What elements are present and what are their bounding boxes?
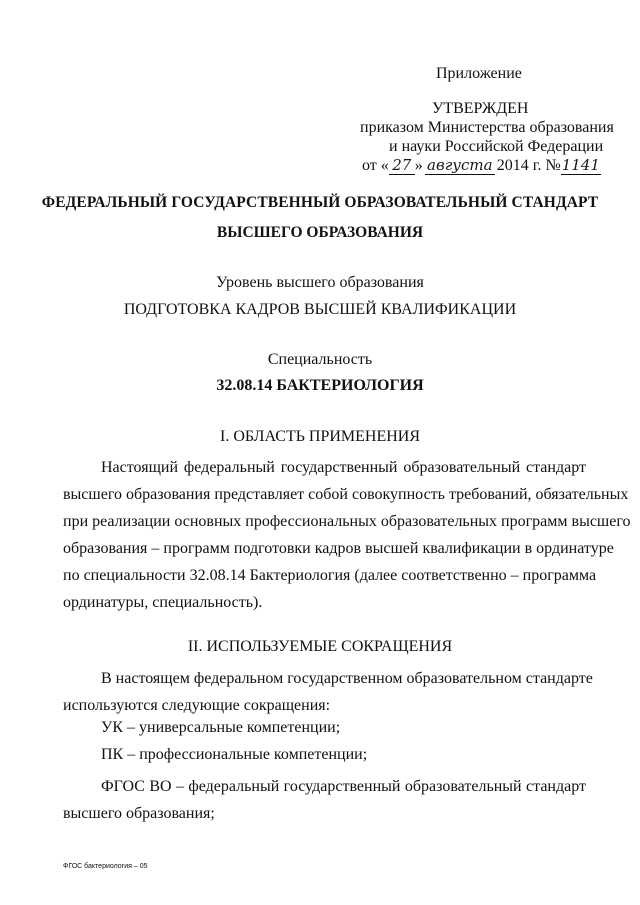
appendix-label: Приложение xyxy=(436,65,522,82)
date-month-handwritten: августа xyxy=(425,157,495,175)
document-title-line-2: ВЫСШЕГО ОБРАЗОВАНИЯ xyxy=(216,224,424,241)
paragraph-line: используются следующие сокращения: xyxy=(63,697,331,714)
section-1-paragraph xyxy=(63,454,631,616)
section-1-heading: I. ОБЛАСТЬ ПРИМЕНЕНИЯ xyxy=(219,428,421,445)
date-year: 2014 г. № xyxy=(496,157,561,174)
abbreviation-item-uk: УК – универсальные компетенции; xyxy=(101,719,341,736)
section-2-heading: II. ИСПОЛЬЗУЕМЫЕ СОКРАЩЕНИЯ xyxy=(187,638,453,655)
paragraph-line: при реализации основных профессиональных образовательных программ высшего xyxy=(63,513,631,530)
paragraph-line: Настоящий федеральный государственный образовательный стандарт xyxy=(101,459,586,476)
paragraph-line: высшего образования представляет собой совокупность требований, обязательных xyxy=(63,486,629,503)
order-date-line xyxy=(362,156,601,175)
page-footer: ФГОС бактериология – 05 xyxy=(63,863,148,870)
document-title-line-1: ФЕДЕРАЛЬНЫЙ ГОСУДАРСТВЕННЫЙ ОБРАЗОВАТЕЛЬНЫЙ СТАНДАРТ xyxy=(41,194,599,211)
abbreviation-item-fgos xyxy=(63,773,586,827)
approved-label: УТВЕРЖДЕН xyxy=(432,100,529,117)
order-line-1: приказом Министерства образования xyxy=(360,119,614,136)
paragraph-line: высшего образования; xyxy=(63,805,215,822)
specialty-label: Специальность xyxy=(267,351,373,368)
abbreviation-item-pk: ПК – профессиональные компетенции; xyxy=(101,746,368,763)
education-level-label: Уровень высшего образования xyxy=(216,274,424,291)
education-level-value: ПОДГОТОВКА КАДРОВ ВЫСШЕЙ КВАЛИФИКАЦИИ xyxy=(123,301,517,318)
date-prefix: от « xyxy=(362,157,389,174)
order-number-handwritten: 1141 xyxy=(561,156,600,174)
paragraph-line: образования – программ подготовки кадров высшей квалификации в ординатуре xyxy=(63,540,614,557)
paragraph-line: по специальности 32.08.14 Бактериология (далее соответственно – программа xyxy=(63,567,597,584)
section-2-intro xyxy=(63,665,593,719)
date-day-handwritten: 27 xyxy=(389,157,415,175)
date-mid: » xyxy=(414,157,423,174)
specialty-value: 32.08.14 БАКТЕРИОЛОГИЯ xyxy=(216,377,424,394)
paragraph-line: В настоящем федеральном государственном образовательном стандарте xyxy=(101,670,593,687)
paragraph-line: ФГОС ВО – федеральный государственный образовательный стандарт xyxy=(101,778,586,795)
paragraph-line: ординатуры, специальность). xyxy=(63,594,263,611)
order-line-2: и науки Российской Федерации xyxy=(389,138,604,155)
